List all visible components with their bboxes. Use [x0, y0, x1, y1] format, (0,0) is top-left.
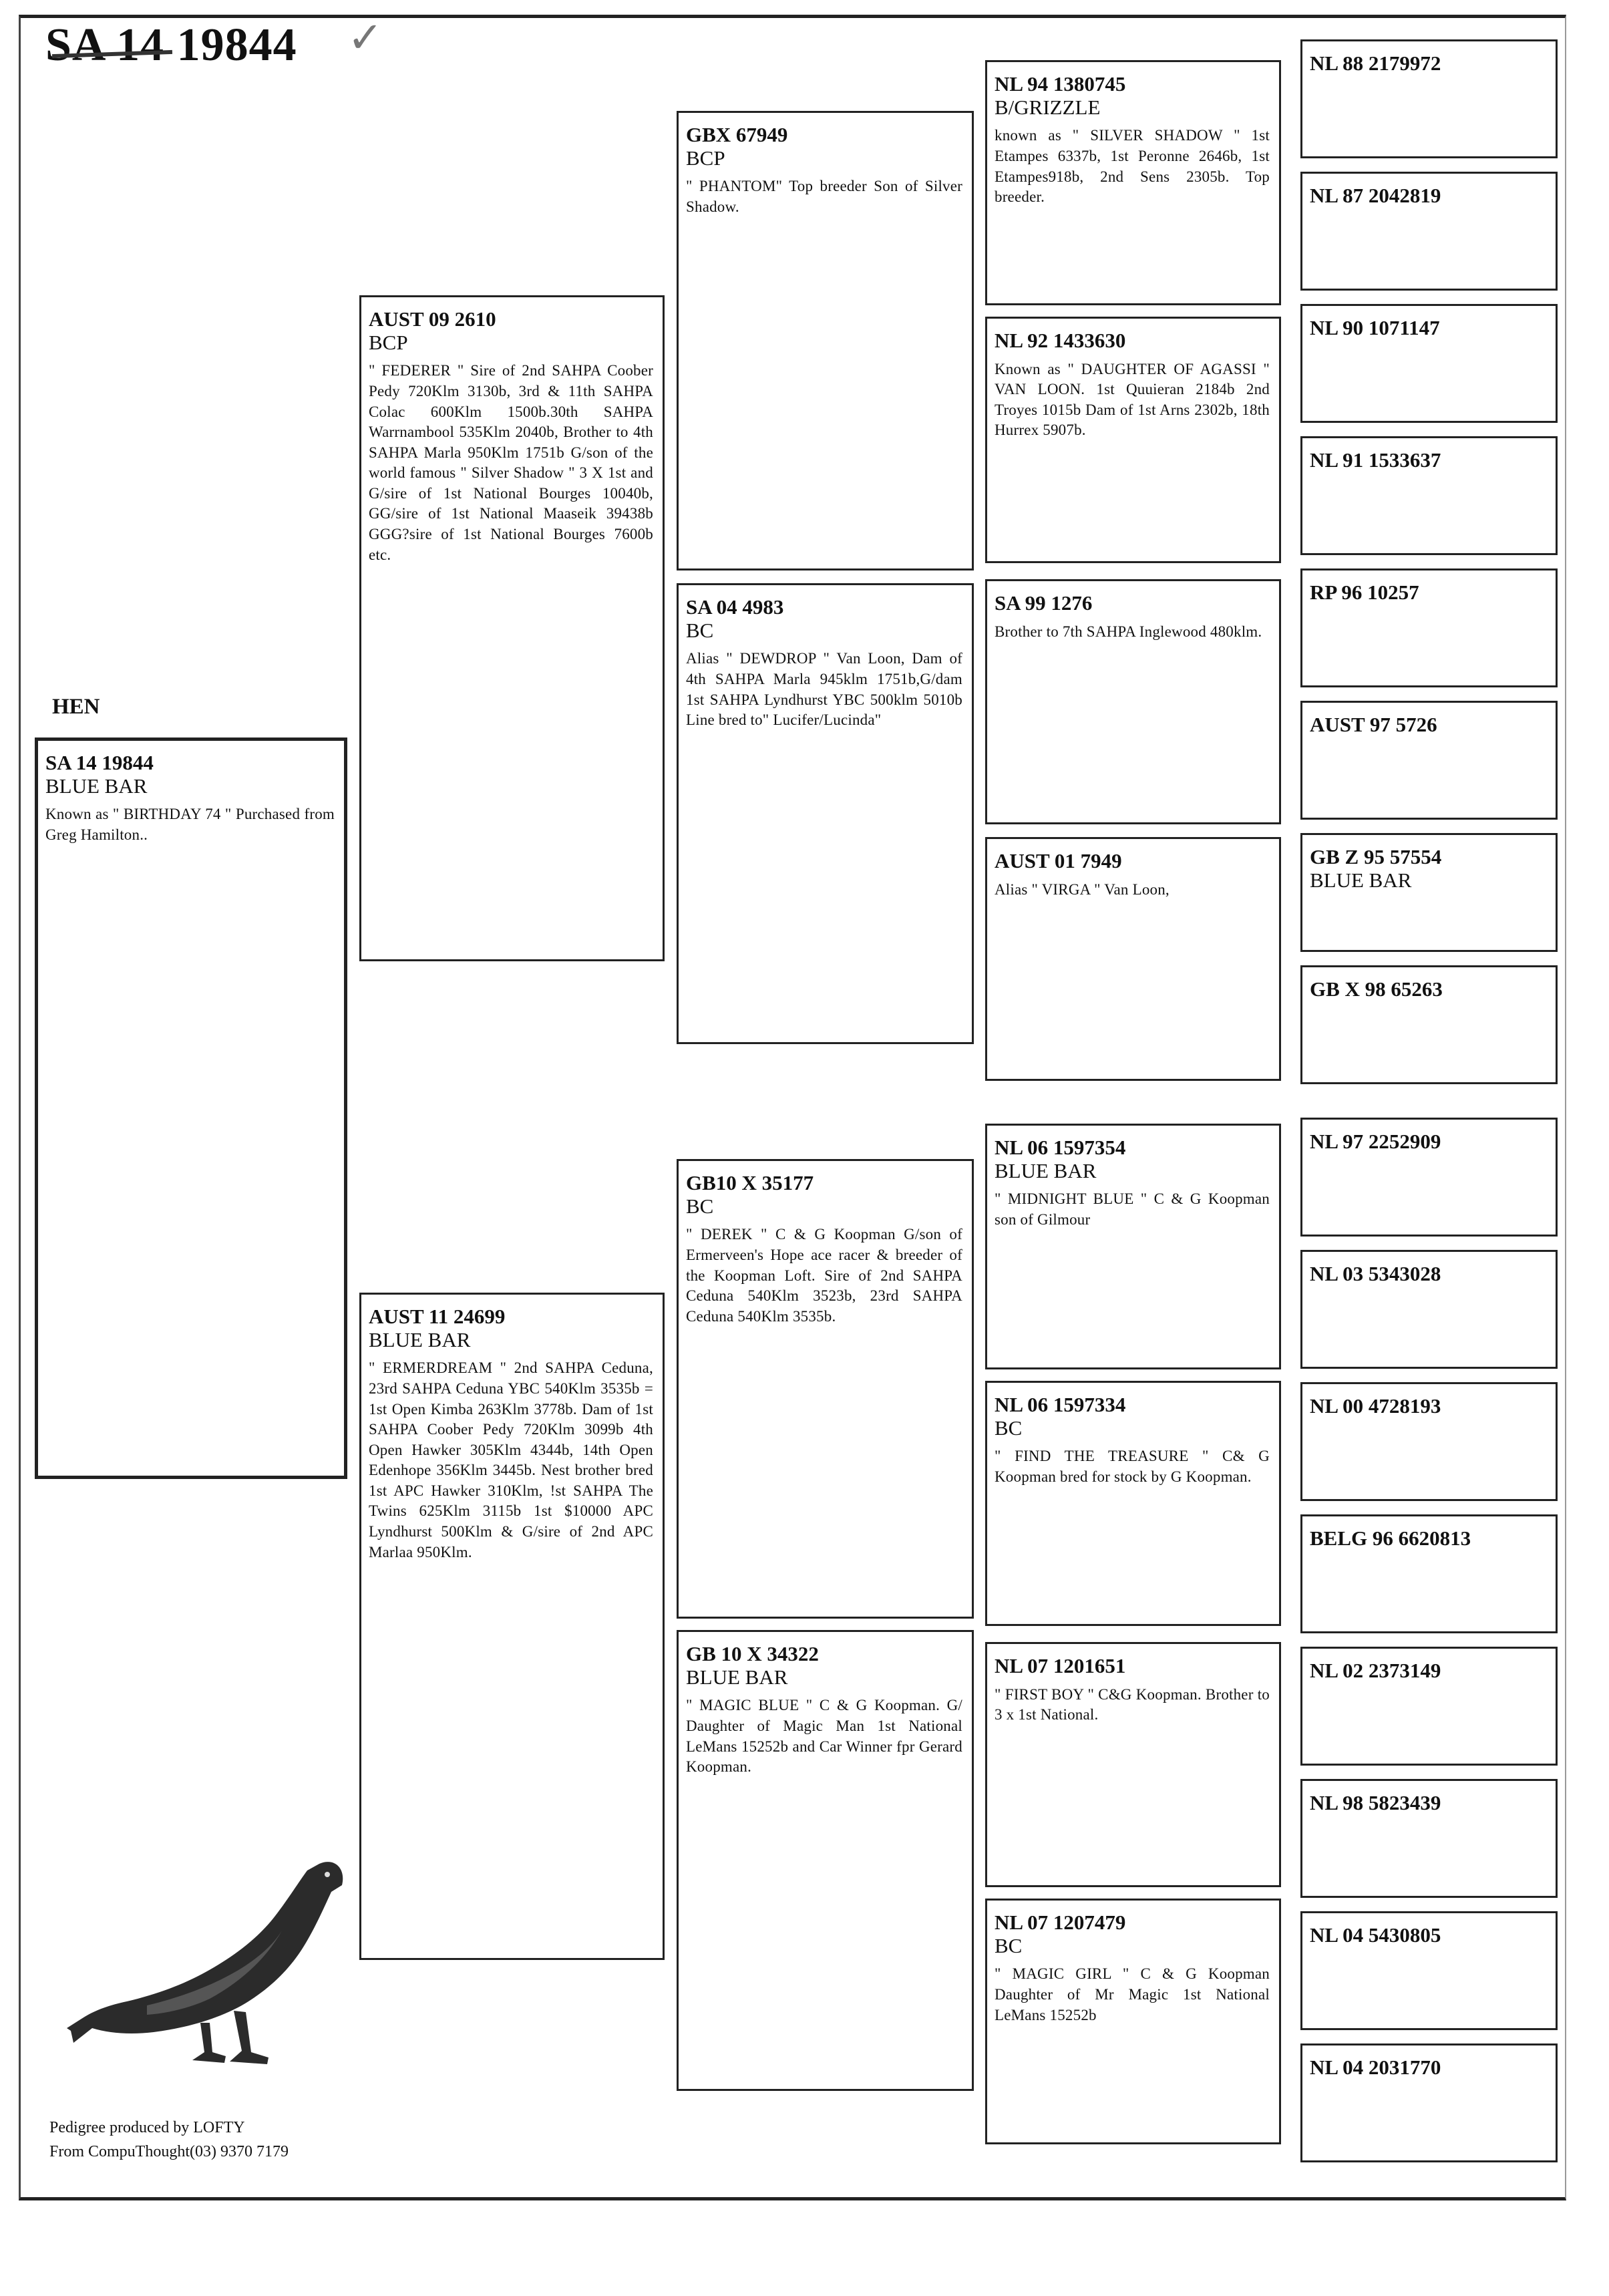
gen4-card: [1300, 1514, 1558, 1633]
check-mark: ✓: [347, 14, 383, 61]
gen4-id: NL 03 5343028: [1310, 1262, 1441, 1285]
great-grandparent-id: NL 06 1597334: [995, 1393, 1126, 1416]
gen4-card: [1300, 1382, 1558, 1501]
gen4-id: NL 87 2042819: [1310, 184, 1441, 207]
great-grandparent-card: [985, 317, 1281, 563]
great-grandparent-note: Brother to 7th SAHPA Inglewood 480klm.: [995, 623, 1262, 640]
great-grandparent-note: Known as " DAUGHTER OF AGASSI " VAN LOON. 1st Quuieran 2184b 2nd Troyes 1015b Dam of 1st Arns 2302b, 18th Hurrex 5907b.: [995, 360, 1270, 439]
page-title: SA 14 19844: [45, 19, 297, 71]
great-grandparent-note: " MAGIC GIRL " C & G Koopman Daughter of Mr Magic 1st National LeMans 15252b: [995, 1965, 1270, 2023]
gen4-id: GB Z 95 57554: [1310, 845, 1442, 868]
gen4-card: [1300, 965, 1558, 1084]
grandparent-card: [677, 1159, 974, 1619]
gen4-card: [1300, 1647, 1558, 1766]
gen4-id: GB X 98 65263: [1310, 977, 1443, 1001]
grandparent-card: [677, 583, 974, 1044]
dam-id: AUST 11 24699: [369, 1305, 506, 1328]
great-grandparent-color: BC: [995, 1933, 1023, 1957]
great-grandparent-id: SA 99 1276: [995, 591, 1093, 615]
grandparent-note: Alias " DEWDROP " Van Loon, Dam of 4th SAHPA Marla 945klm 1751b,G/dam 1st SAHPA Lyndhurst YBC 500klm 5010b Line bred to" Lucifer/Lucinda": [686, 650, 962, 729]
grandparent-card: [677, 111, 974, 570]
gen4-card: [1300, 1250, 1558, 1369]
great-grandparent-color: BLUE BAR: [995, 1158, 1097, 1182]
grandparent-id: GB 10 X 34322: [686, 1642, 819, 1665]
great-grandparent-note: " FIND THE TREASURE " C& G Koopman bred for stock by G Koopman.: [995, 1448, 1270, 1486]
grandparent-id: GB10 X 35177: [686, 1171, 814, 1194]
great-grandparent-id: NL 06 1597354: [995, 1136, 1126, 1159]
gen4-card: [1300, 1779, 1558, 1898]
great-grandparent-card: [985, 579, 1281, 824]
gen4-id: NL 00 4728193: [1310, 1394, 1441, 1418]
subject-card: [35, 737, 347, 1479]
gen4-id: NL 90 1071147: [1310, 316, 1440, 339]
grandparent-color: BC: [686, 618, 714, 642]
great-grandparent-id: NL 07 1201651: [995, 1654, 1126, 1677]
great-grandparent-card: [985, 1124, 1281, 1369]
gen4-card: [1300, 568, 1558, 687]
grandparent-color: BC: [686, 1194, 714, 1218]
gen4-card: [1300, 436, 1558, 555]
great-grandparent-id: AUST 01 7949: [995, 849, 1122, 872]
gen4-id: NL 88 2179972: [1310, 51, 1441, 75]
great-grandparent-note: known as " SILVER SHADOW " 1st Etampes 6337b, 1st Peronne 2646b, 1st Etampes918b, 2nd Sens 2305b. Top breeder.: [995, 127, 1270, 206]
gen4-card: [1300, 833, 1558, 952]
sire-note: " FEDERER " Sire of 2nd SAHPA Coober Pedy 720Klm 3130b, 3rd & 11th SAHPA Colac 600Klm 1500b.30th SAHPA Warrnambool 535Klm 2040b, Brother to 4th SAHPA Marla 950Klm 1751b G/son of the world famous " Silver Shadow " 3 X 1st and G/sire of 1st National Bourges 10040b, GG/sire of 1st National Maaseik 39438b GGG?sire of 1st National Bourges 7600b etc.: [369, 362, 653, 563]
grandparent-color: BCP: [686, 146, 725, 170]
great-grandparent-note: " MIDNIGHT BLUE " C & G Koopman son of Gilmour: [995, 1190, 1270, 1228]
gen4-id: NL 98 5823439: [1310, 1791, 1441, 1814]
dam-note: " ERMERDREAM " 2nd SAHPA Ceduna, 23rd SAHPA Ceduna YBC 540Klm 3535b = 1st Open Kimba 263Klm 3778b. Dam of 1st SAHPA Coober Pedy 720Klm 3099b 4th Open Hawker 305Klm 4344b, 14th Open Edenhope 356Klm 3445b. Nest brother bred 1st APC Hawker 310Klm, !st SAHPA The Twins 625Klm 3115b 1st $10000 APC Lyndhurst 500Klm & G/sire of 2nd APC Marlaa 950Klm.: [369, 1359, 653, 1561]
great-grandparent-note: " FIRST BOY " C&G Koopman. Brother to 3 x 1st National.: [995, 1685, 1270, 1724]
grandparent-card: [677, 1630, 974, 2091]
gen4-id: NL 04 5430805: [1310, 1923, 1441, 1947]
sex-label: HEN: [52, 695, 100, 719]
gen4-id: BELG 96 6620813: [1310, 1526, 1471, 1550]
gen4-color: BLUE BAR: [1310, 868, 1412, 892]
gen4-id: RP 96 10257: [1310, 581, 1419, 604]
dam-color: BLUE BAR: [369, 1327, 471, 1351]
gen4-card: [1300, 1118, 1558, 1237]
grandparent-note: " MAGIC BLUE " C & G Koopman. G/ Daughter of Magic Man 1st National LeMans 15252b and Car Winner fpr Gerard Koopman.: [686, 1697, 962, 1776]
great-grandparent-card: [985, 1899, 1281, 2144]
great-grandparent-color: B/GRIZZLE: [995, 95, 1101, 119]
great-grandparent-id: NL 07 1207479: [995, 1911, 1126, 1934]
pigeon-silhouette-icon: [67, 1830, 347, 2084]
footer-line-2: From CompuThought(03) 9370 7179: [49, 2143, 289, 2160]
great-grandparent-card: [985, 1642, 1281, 1887]
great-grandparent-color: BC: [995, 1416, 1023, 1440]
great-grandparent-card: [985, 60, 1281, 305]
great-grandparent-card: [985, 837, 1281, 1081]
great-grandparent-note: Alias " VIRGA " Van Loon,: [995, 880, 1170, 898]
sire-color: BCP: [369, 330, 408, 354]
great-grandparent-id: NL 94 1380745: [995, 72, 1126, 96]
grandparent-note: " DEREK " C & G Koopman G/son of Ermerveen's Hope ace racer & breeder of the Koopman Loft. Sire of 2nd SAHPA Ceduna 540Klm 3523b, 23rd SAHPA Ceduna 540Klm 3535b.: [686, 1226, 962, 1325]
subject-note: Known as " BIRTHDAY 74 " Purchased from Greg Hamilton..: [45, 806, 335, 844]
gen4-card: [1300, 2043, 1558, 2162]
grandparent-id: SA 04 4983: [686, 595, 784, 619]
subject-id: SA 14 19844: [45, 751, 154, 774]
subject-color: BLUE BAR: [45, 774, 148, 798]
dam-card: [359, 1293, 665, 1960]
gen4-card: [1300, 701, 1558, 820]
gen4-id: NL 02 2373149: [1310, 1659, 1441, 1682]
sire-card: [359, 295, 665, 961]
gen4-id: NL 04 2031770: [1310, 2056, 1441, 2079]
footer-line-1: Pedigree produced by LOFTY: [49, 2119, 245, 2136]
gen4-id: NL 97 2252909: [1310, 1130, 1441, 1153]
great-grandparent-id: NL 92 1433630: [995, 329, 1126, 352]
gen4-card: [1300, 304, 1558, 423]
gen4-card: [1300, 1911, 1558, 2030]
grandparent-id: GBX 67949: [686, 123, 788, 146]
grandparent-note: " PHANTOM" Top breeder Son of Silver Shadow.: [686, 178, 962, 216]
gen4-id: AUST 97 5726: [1310, 713, 1437, 736]
gen4-card: [1300, 39, 1558, 158]
gen4-id: NL 91 1533637: [1310, 448, 1441, 472]
grandparent-color: BLUE BAR: [686, 1665, 788, 1689]
gen4-card: [1300, 172, 1558, 291]
sire-id: AUST 09 2610: [369, 307, 496, 331]
great-grandparent-card: [985, 1381, 1281, 1626]
